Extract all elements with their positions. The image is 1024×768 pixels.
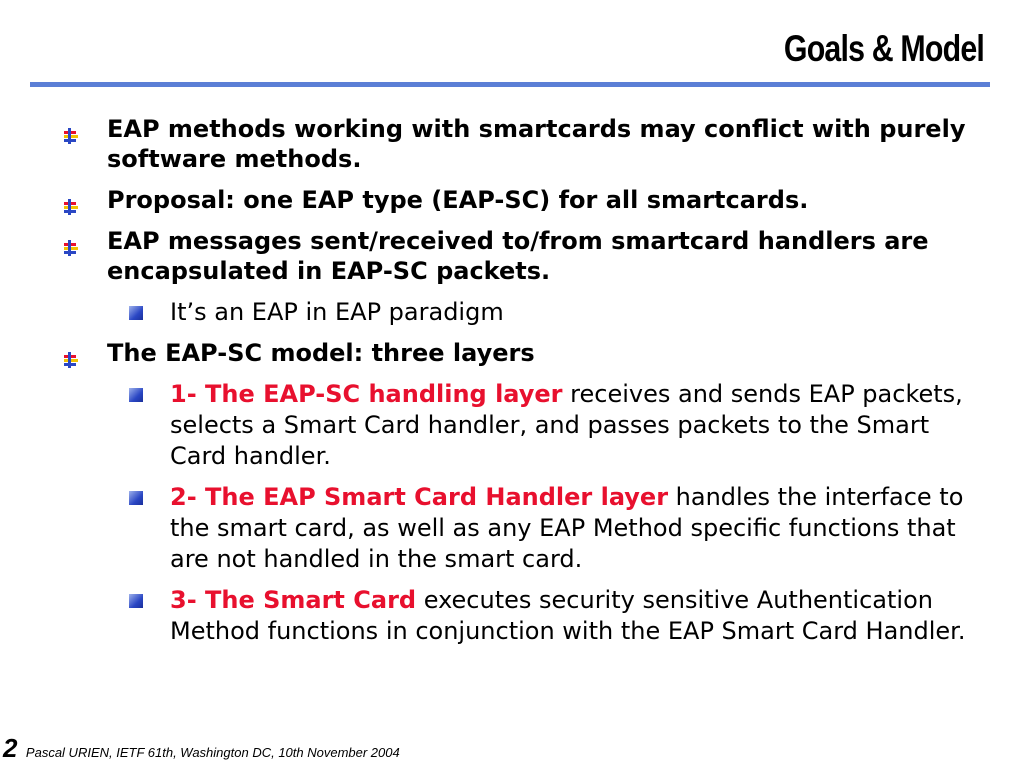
blue-square-bullet-icon	[129, 491, 143, 505]
sub-bullet-text: executes security sensitive Authentication Method functions in conjunction with the EAP Smart Card Handler.	[170, 586, 966, 645]
title-divider	[30, 82, 990, 87]
blue-square-bullet-icon	[129, 388, 143, 402]
bullet-text: EAP methods working with smartcards may conflict with purely software methods.	[107, 115, 966, 173]
bullet-item	[62, 114, 987, 174]
stacked-arrow-bullet-icon	[64, 233, 80, 249]
stacked-arrow-bullet-icon	[64, 345, 80, 361]
blue-square-bullet-icon	[129, 306, 143, 320]
stacked-arrow-bullet-icon	[64, 121, 80, 137]
bullet-item	[62, 185, 987, 215]
slide-footer	[3, 733, 400, 764]
sub-bullet-item	[62, 379, 987, 472]
layer-name-highlight: 2- The EAP Smart Card Handler layer	[170, 483, 669, 511]
sub-bullet-text: handles the interface to the smart card, as well as any EAP Method specific functions that are not handled in the smart card.	[170, 483, 964, 573]
slide-number: 2	[3, 733, 18, 763]
bullet-text: The EAP-SC model: three layers	[107, 339, 535, 367]
sub-bullet-text: It’s an EAP in EAP paradigm	[170, 298, 504, 326]
bullet-list	[62, 114, 987, 657]
sub-bullet-item	[62, 297, 987, 328]
bullet-text: EAP messages sent/received to/from smartcard handlers are encapsulated in EAP-SC packets.	[107, 227, 929, 285]
sub-bullet-item	[62, 482, 987, 575]
bullet-item	[62, 226, 987, 286]
bullet-text: Proposal: one EAP type (EAP-SC) for all smartcards.	[107, 186, 809, 214]
footer-text: Pascal URIEN, IETF 61th, Washington DC, 10th November 2004	[25, 745, 400, 760]
blue-square-bullet-icon	[129, 594, 143, 608]
sub-bullet-item	[62, 585, 987, 647]
stacked-arrow-bullet-icon	[64, 192, 80, 208]
sub-bullet-text: receives and sends EAP packets, selects a Smart Card handler, and passes packets to the Smart Card handler.	[170, 380, 963, 470]
layer-name-highlight: 3- The Smart Card	[170, 586, 417, 614]
bullet-item	[62, 338, 987, 368]
slide-title: Goals & Model	[783, 28, 984, 69]
layer-name-highlight: 1- The EAP-SC handling layer	[170, 380, 563, 408]
